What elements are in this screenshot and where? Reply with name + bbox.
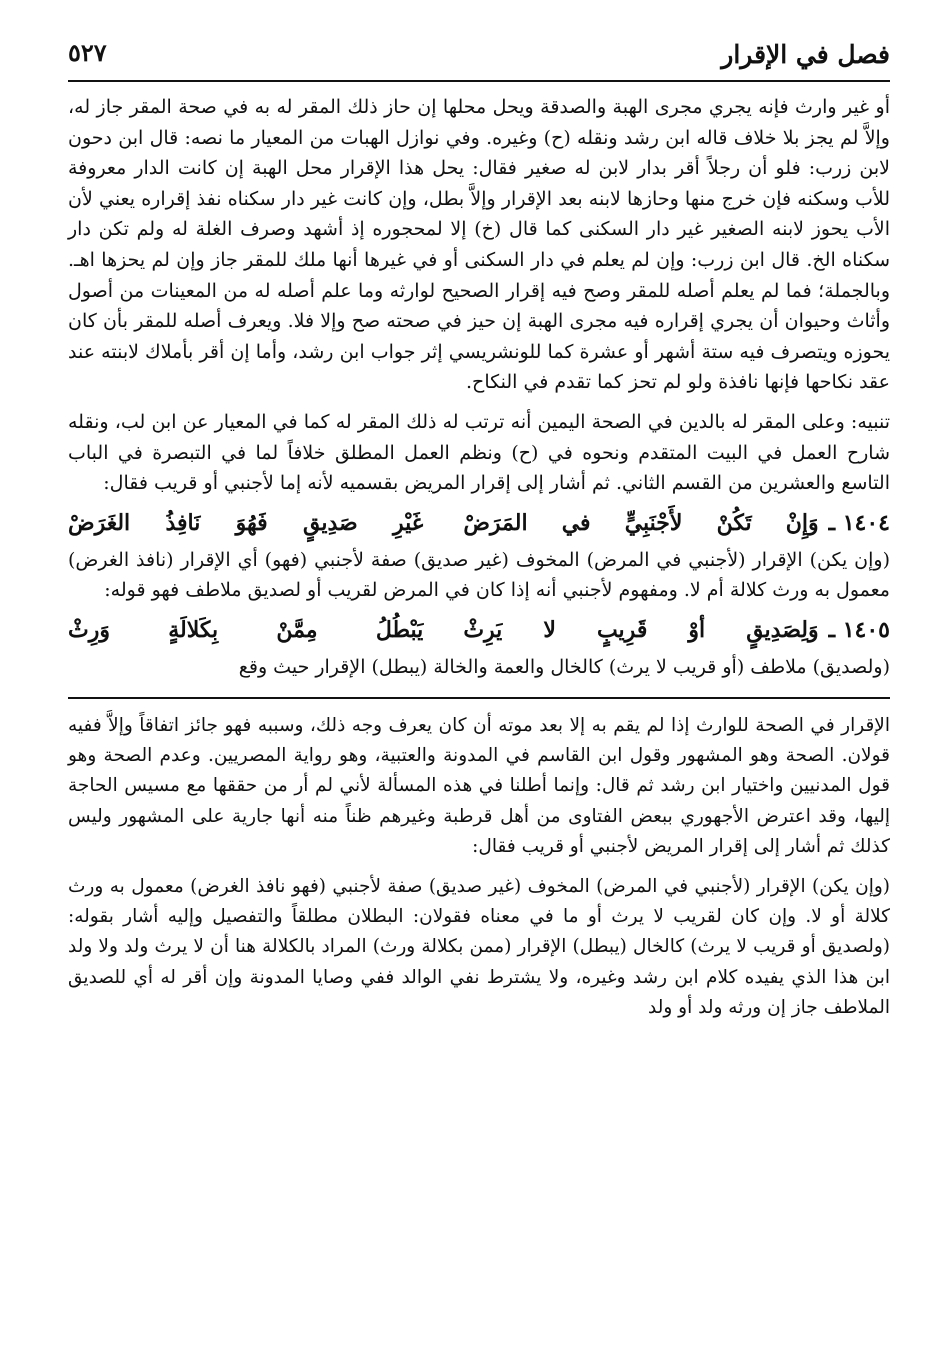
verse-first-hemistich: وَلِصَدِيقٍ أوْ قَرِيبٍ لا يَرِثْ [463, 616, 819, 643]
main-paragraph-4: (ولصديق) ملاطف (أو قريب لا يرث) كالخال والعمة والخالة (يبطل) الإقرار حيث وقع [238, 655, 890, 678]
verse-second-hemistich: غَيْرِ صَدِيقٍ فَهُوَ نَافِذُ الغَرَضْ [68, 509, 424, 536]
chapter-title: فصل في الإقرار [721, 40, 890, 69]
main-paragraph-1: أو غير وارث فإنه يجري مجرى الهبة والصدقة ويحل محلها إن حاز ذلك المقر له به في صحة المقر جاز له، وإلاَّ لم يجز بلا خلاف قاله ابن رشد ونقله (ح) وغيره. وفي نوازل الهبات من المعيار ما نصه: قال ابن دحون لابن زرب: فلو أن رجلاً أقر بدار لابن له صغير فقال: يحل هذا الإقرار محل الهبة إن كانت الدار معروفة للأب وسكنه فإن خرج منها وحازها لابنه بعد الإقرار وإلاَّ بطل، وإن كانت غير دار سكناه نفذ إقراره يعني لأن الأب يحوز لابنه الصغير غير دار السكنى كما قال (خ) إلا لمحجوره إذ أشهد وصرف الغلة له ولم تكن دار سكناه الخ. قال ابن زرب: وإن لم يعلم في دار السكنى أو في غيرها أنها ملك للمقر جاز وإن لم يحزها اهـ. وبالجملة؛ فما لم يعلم أصله للمقر وصح فيه إقرار الصحيح لوارثه وما علم أصله له من المعينات من أصول وأثاث وحيوان أن يجري إقراره فيه مجرى الهبة إن حيز في صحته صح وإلا فلا. ويعرف أصله للمقر بأن كان يحوزه ويتصرف فيه ستة أشهر أو عشرة كما للونشريسي إثر جواب ابن رشد، وأما إن أقر بأملاك لابنته عند عقد نكاحها فإنها نافذة ولو لم تحز كما تقدم في النكاح. [68, 96, 890, 394]
verse-1405 [68, 610, 890, 650]
footnote-paragraph-1: الإقرار في الصحة للوارث إذا لم يقم به إلا بعد موته أن كان يعرف وجه ذلك، وسببه فهو جائز اتفاقاً وإلاَّ ففيه قولان. الصحة وهو المشهور وقول ابن القاسم في المدونة والعتبية، وهو رواية المصريين. وعدم الصحة وهو قول المدنيين واختيار ابن رشد ثم قال: وإنما أطلنا في هذه المسألة لأني لم أر من حققها مع مسيس الحاجة إليها، وقد اعترض الأجهوري ببعض الفتاوى من أهل قرطبة وغيرهم ظناً منه أنها جارية على المشهور وليس كذلك ثم أشار إلى إقرار المريض لأجنبي أو قريب فقال: [68, 714, 890, 858]
footnote-divider [68, 697, 890, 699]
verse-number: ١٤٠٥ ـ [828, 616, 890, 643]
verse-first-hemistich: وَإِنْ تَكُنْ لأَجْنَبِيٍّ في المَرَضْ [463, 509, 819, 536]
main-text [68, 92, 890, 683]
main-paragraph-2: تنبيه: وعلى المقر له بالدين في الصحة اليمين أنه ترتب له ذلك المقر له كما في المعيار عن ابن لب، ونقله شارح العمل في البيت المتقدم ونحوه في (ح) ونظم العمل المطلق خلافاً لما في التبصرة في الباب التاسع والعشرين من القسم الثاني. ثم أشار إلى إقرار المريض بقسميه لأنه إما لأجنبي أو قريب فقال: [68, 410, 890, 495]
verse-second-hemistich: يَبْطُلُ مِمَّنْ بِكَلالَةٍ وَرِثْ [68, 616, 424, 643]
page-number: ٥٢٧ [68, 38, 107, 67]
verse-1404 [68, 503, 890, 543]
page-header [68, 30, 890, 82]
verse-number: ١٤٠٤ ـ [828, 509, 890, 536]
document-page [68, 30, 890, 1340]
main-paragraph-3: (وإن يكن) الإقرار (لأجنبي في المرض) المخوف (غير صديق) صفة لأجنبي (فهو) أي الإقرار (نافذ الغرض) معمول به ورث كلالة أم لا. ومفهوم لأجنبي أنه إذا كان في المرض لقريب أو لصديق ملاطف فهو قوله: [68, 548, 890, 602]
footnote-paragraph-2: (وإن يكن) الإقرار (لأجنبي في المرض) المخوف (غير صديق) صفة لأجنبي (فهو نافذ الغرض) معمول به ورث كلالة أو لا. وإن كان لقريب لا يرث أو ما في معناه فقولان: البطلان مطلقاً والتفصيل وإليه أشار بقوله: (ولصديق أو قريب لا يرث) كالخال (يبطل) الإقرار (ممن بكلالة ورث) المراد بالكلالة هنا أن لا يرث ولد ولا ولد ابن هذا الذي يفيده كلام ابن رشد وغيره، ولا يشترط نفي الوالد ففي وصايا المدونة وإن أقر له أي للصديق الملاطف جاز إن ورثه ولد أو ولد [68, 875, 890, 1019]
footnote-section [68, 711, 890, 1024]
